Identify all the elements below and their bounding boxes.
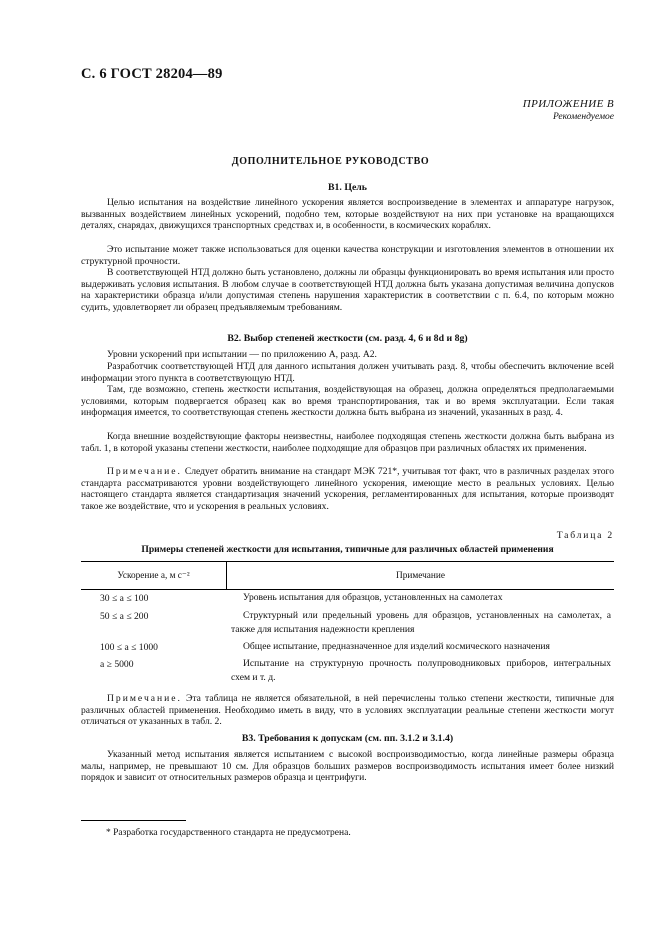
b1-paragraph-3: В соответствующей НТД должно быть установлено, должны ли образцы функционировать во время испытания или просто выдерживать условия испытания. В любом случае в соответствующей НТД должна быть указана допустимая величина допусков на характеристики образца и/или допустимая степень нарушения характеристик в соответствии с п. 6.4, по которым можно судить, удовлетворяет ли образец предъявляемым требованиям.: [81, 267, 614, 313]
appendix-subtitle: Рекомендуемое: [552, 112, 614, 122]
document-title: ДОПОЛНИТЕЛЬНОЕ РУКОВОДСТВО: [231, 156, 430, 167]
section-b2-heading: В2. Выбор степеней жесткости (см. разд. 4, 6 и 8d и 8g): [227, 333, 468, 344]
table-row-2-range: 50 ≤ a ≤ 200: [100, 611, 149, 622]
appendix-title: ПРИЛОЖЕНИЕ В: [522, 98, 614, 110]
b2-paragraph-4: Когда внешние воздействующие факторы неизвестны, наиболее подходящая степень жесткости должна быть выбрана из табл. 1, в которой указаны степени жесткости, наиболее подходящие для образцов при различных областях их применения.: [81, 431, 614, 454]
b2-paragraph-2: Разработчик соответствующей НТД для данного испытания должен учитывать разд. 8, чтобы обеспечить включение всей информации этого пункта в соответствующую НТД.: [81, 361, 614, 384]
section-b3-heading: В3. Требования к допускам (см. пп. 3.1.2 и 3.1.4): [241, 733, 454, 744]
col-header-note: Примечание: [396, 571, 445, 581]
footnote: * Разработка государственного стандарта не предусмотрена.: [106, 828, 351, 838]
b2-note: [81, 466, 614, 512]
b1-paragraph-1: Целью испытания на воздействие линейного ускорения является воспроизведение в элементах и аппаратуре нагрузок, вызванных воздействием линейных ускорений, подобно тем, которые воздействуют на них при установке на вращающихся деталях, снарядах, движущихся транспортных средствах и, в особенности, в космических кораблях.: [81, 197, 614, 232]
appendix-block: [523, 98, 614, 123]
table-note: [81, 693, 614, 728]
b3-paragraph-1: Указанный метод испытания является испытанием с высокой воспроизводимостью, когда линейные размеры образца малы, например, не превышают 10 см. Для образцов больших размеров воспроизводимость испытания имеет более низкий порядок и зависит от относительных размеров образца и центрифуги.: [81, 749, 614, 784]
table-top-rule: [81, 561, 614, 562]
section-b1-heading: В1. Цель: [328, 182, 367, 193]
note-label: Примечание.: [107, 466, 182, 477]
b2-paragraph-3: Там, где возможно, степень жесткости испытания, воздействующая на образец, должна определяться предполагаемыми условиями, которым подвергается образец как во время транспортирования, так и во время эксплуатации. Если такая информация имеется, то соответствующая степень жесткости должна быть выбрана из значений, указанных в разд. 4.: [81, 384, 614, 419]
table-row-3-range: 100 ≤ a ≤ 1000: [100, 642, 158, 653]
table-row-1-note: Уровень испытания для образцов, установленных на самолетах: [243, 592, 503, 603]
table-row-4-note: Испытание на структурную прочность полупроводниковых приборов, интегральных схем и т. д.: [231, 658, 611, 683]
table-note-label: Примечание.: [107, 693, 182, 704]
table-number: Таблица 2: [556, 530, 614, 541]
table-row-2-note: Структурный или предельный уровень для образцов, установленных на самолетах, а также для испытания надежности крепления: [231, 610, 611, 635]
table-caption: Примеры степеней жесткости для испытания, типичные для различных областей применения: [141, 544, 554, 555]
footnote-rule: [81, 820, 186, 821]
b1-paragraph-2: Это испытание может также использоваться для оценки качества конструкции и изготовления элементов в отношении их структурной прочности.: [81, 244, 614, 267]
b2-paragraph-1: Уровни ускорений при испытании — по приложению А, разд. А2.: [107, 349, 377, 360]
table-header-rule: [81, 589, 614, 590]
page-header: С. 6 ГОСТ 28204—89: [81, 66, 223, 82]
table-row-1-range: 30 ≤ a ≤ 100: [100, 593, 149, 604]
note-text: Следует обратить внимание на стандарт МЭК 721*, учитывая тот факт, что в различных разделах этого стандарта рассматриваются уровни воздействующего линейного ускорения, имеющие место в реальных условиях. Целью настоящего стандарта является стандартизация значений ускорения, регламентированных для испытания, которые производят такое же воздействие, что и ускорения в реальных условиях.: [81, 466, 614, 512]
table-row-4-range: a ≥ 5000: [100, 659, 134, 670]
col-header-acceleration: Ускорение a, м с⁻²: [117, 571, 190, 581]
table-note-text: Эта таблица не является обязательной, в ней перечислены только степени жесткости, типичные для различных областей применения. Необходимо иметь в виду, что в условиях эксплуатации реальные степени жесткости могут отличаться от указанных в табл. 2.: [81, 693, 614, 728]
table-row-3-note: Общее испытание, предназначенное для изделий космического назначения: [243, 641, 550, 652]
